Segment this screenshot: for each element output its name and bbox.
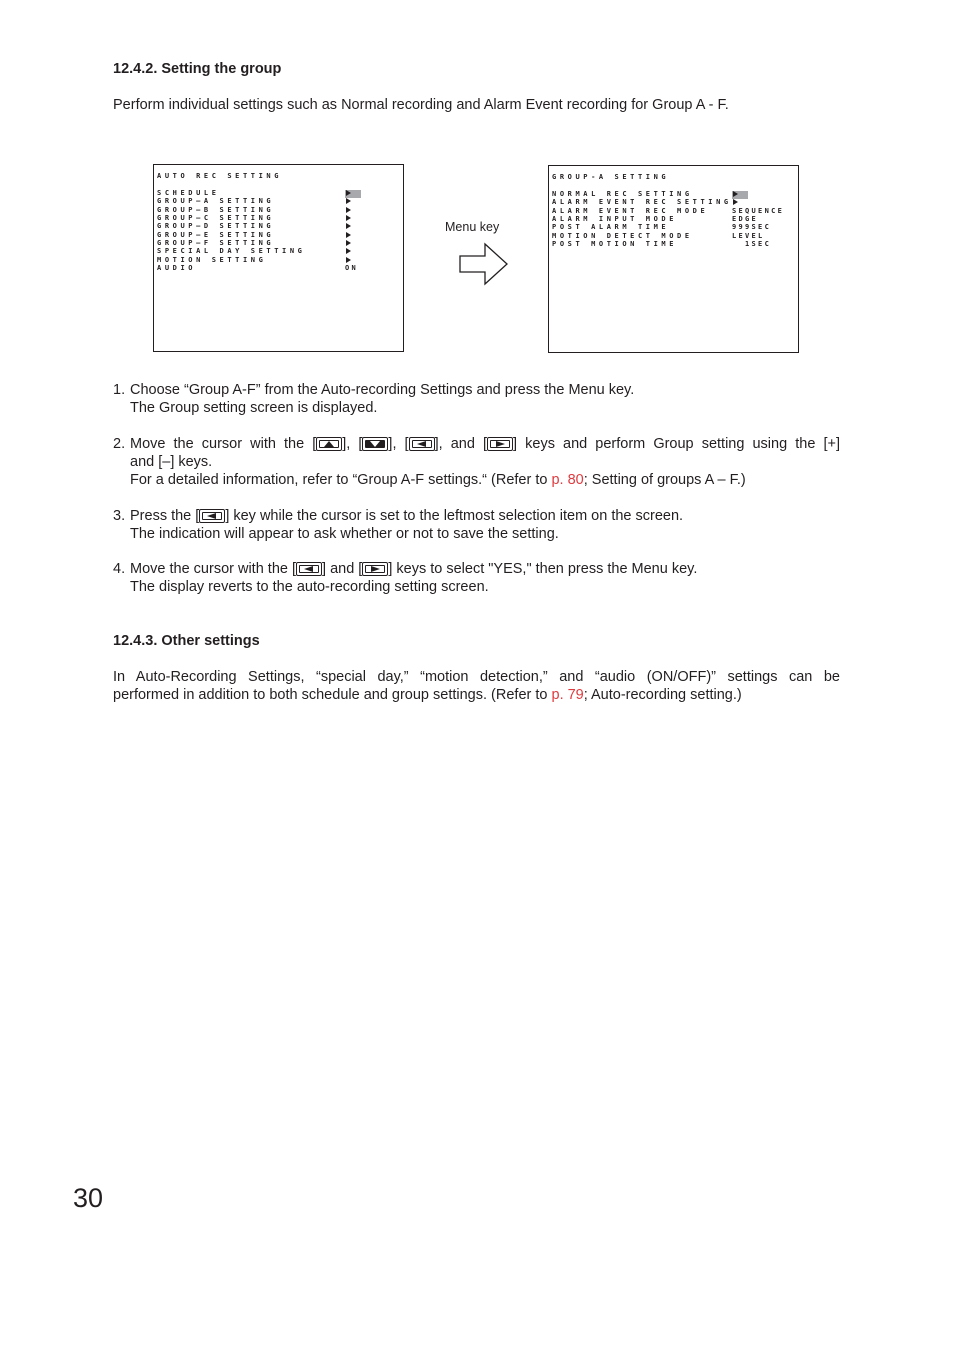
screen-menu-item: AUDIO <box>157 264 197 273</box>
step-2-ref-text: For a detailed information, refer to “Group A-F settings.“ (Refer to <box>130 472 552 488</box>
submenu-arrow-icon <box>346 198 351 204</box>
left-key-icon <box>199 509 225 523</box>
screen-menu-item: MOTION SETTING <box>157 255 267 264</box>
group-a-setting-screen <box>548 165 799 353</box>
screen-menu-item: MOTION DETECT MODE <box>552 231 693 240</box>
step-2-ref-text: ; Setting of groups A – F.) <box>583 472 746 488</box>
right-key-icon <box>362 562 388 576</box>
step-2-line-2: and [–] keys. <box>130 454 213 470</box>
step-4-text: ] keys to select "YES," then press the Menu key. <box>388 561 698 577</box>
screen-menu-value: 1SEC <box>732 240 772 249</box>
submenu-arrow-icon <box>733 199 738 205</box>
step-1 <box>130 381 840 417</box>
submenu-arrow-icon <box>346 232 351 238</box>
screen-menu-value: SEQUENCE <box>732 206 785 215</box>
screen-menu-item: GROUP–C SETTING <box>157 214 275 223</box>
submenu-arrow-icon <box>346 257 351 263</box>
screen-menu-item: GROUP–B SETTING <box>157 205 275 214</box>
step-4-text: ] and [ <box>322 561 363 577</box>
step-2 <box>130 435 840 489</box>
up-key-icon <box>316 437 342 451</box>
screen-menu-item: ALARM EVENT REC SETTING <box>552 198 732 207</box>
submenu-arrow-icon <box>346 207 351 213</box>
page-number: 30 <box>73 1183 104 1213</box>
submenu-arrow-icon <box>346 248 351 254</box>
step-2-text: Move the cursor with the [ <box>130 436 317 452</box>
step-2-line-1 <box>130 435 840 453</box>
intro-paragraph: Perform individual settings such as Normal recording and Alarm Event recording for Group A - F. <box>113 97 729 113</box>
menu-key-label: Menu key <box>445 220 500 234</box>
step-2-text: ], [ <box>342 436 363 452</box>
right-key-icon <box>487 437 513 451</box>
screen-menu-value: LEVEL <box>732 231 765 240</box>
step-1-number: 1. <box>113 382 126 398</box>
step-2-text: ], [ <box>388 436 409 452</box>
auto-rec-setting-screen <box>153 164 404 352</box>
submenu-arrow-icon <box>346 190 351 196</box>
screen-menu-item: GROUP–D SETTING <box>157 222 275 231</box>
step-2-text: ], and [ <box>434 436 488 452</box>
screen-menu-item: NORMAL REC SETTING <box>552 190 693 198</box>
other-settings-text: performed in addition to both schedule and group settings. (Refer to <box>113 687 552 703</box>
other-settings-text: ; Auto-recording setting.) <box>583 687 742 703</box>
page-link-p80[interactable]: p. 80 <box>551 472 584 488</box>
screen-menu-item: SPECIAL DAY SETTING <box>157 247 306 256</box>
screen-menu-item: GROUP–F SETTING <box>157 239 275 248</box>
screen-menu-value: 999SEC <box>732 223 772 232</box>
step-1-line-2: The Group setting screen is displayed. <box>130 400 378 416</box>
screen-menu-item: ALARM INPUT MODE <box>552 215 678 224</box>
step-3-number: 3. <box>113 508 126 524</box>
step-4-line-2: The display reverts to the auto-recording setting screen. <box>130 579 489 595</box>
screen-menu-item: GROUP–A SETTING <box>157 197 275 206</box>
step-4 <box>130 560 840 596</box>
step-2-number: 2. <box>113 436 126 452</box>
screen-menu-item: POST MOTION TIME <box>552 240 678 249</box>
left-key-icon <box>296 562 322 576</box>
section-heading-setting-group: 12.4.2. Setting the group <box>113 61 282 77</box>
screen-menu-item: POST ALARM TIME <box>552 223 670 232</box>
screen-menu-value: EDGE <box>732 215 759 224</box>
step-4-line-1 <box>130 560 840 578</box>
step-1-line-1: Choose “Group A-F” from the Auto-recording Settings and press the Menu key. <box>130 382 635 398</box>
screen-menu-item: GROUP–E SETTING <box>157 230 275 239</box>
other-settings-line-2 <box>113 686 840 704</box>
right-outline-arrow-icon <box>458 242 510 286</box>
submenu-arrow-icon <box>346 223 351 229</box>
step-3-line-2: The indication will appear to ask whether or not to save the setting. <box>130 526 559 542</box>
step-2-line-3 <box>130 471 840 489</box>
step-2-text: ] keys and perform Group setting using the [+] <box>513 436 840 452</box>
other-settings-line-1: In Auto-Recording Settings, “special day,” “motion detection,” and “audio (ON/OFF)” settings can be <box>113 669 840 685</box>
screen-title: AUTO REC SETTING <box>157 172 283 180</box>
screen-menu-value: ON <box>345 264 359 273</box>
other-settings-paragraph <box>113 668 840 704</box>
step-4-text: Move the cursor with the [ <box>130 561 297 577</box>
submenu-arrow-icon <box>733 191 738 197</box>
left-key-icon <box>409 437 435 451</box>
section-heading-other-settings: 12.4.3. Other settings <box>113 633 260 649</box>
submenu-arrow-icon <box>346 240 351 246</box>
step-3-text: Press the [ <box>130 508 200 524</box>
screen-menu-item: ALARM EVENT REC MODE <box>552 206 709 215</box>
page-link-p79[interactable]: p. 79 <box>551 687 584 703</box>
step-3-text: ] key while the cursor is set to the leftmost selection item on the screen. <box>225 508 684 524</box>
step-3-line-1 <box>130 507 840 525</box>
screen-title: GROUP-A SETTING <box>552 173 670 181</box>
step-3 <box>130 507 840 543</box>
screen-menu-item: SCHEDULE <box>157 189 220 197</box>
step-4-number: 4. <box>113 561 126 577</box>
submenu-arrow-icon <box>346 215 351 221</box>
down-key-icon <box>362 437 388 451</box>
